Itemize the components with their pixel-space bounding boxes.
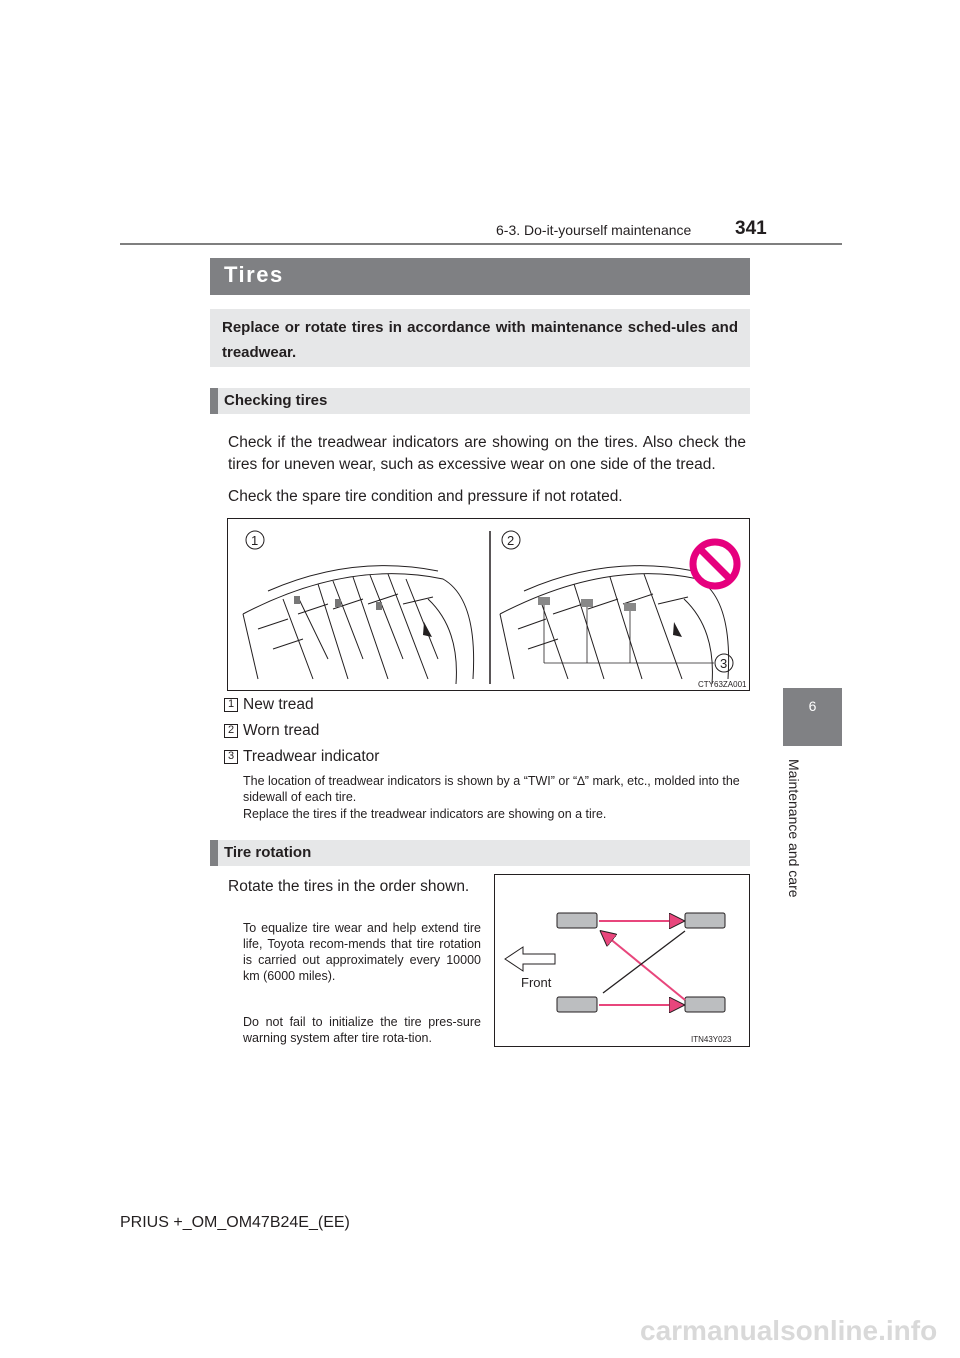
section-title: 6-3. Do-it-yourself maintenance [496, 222, 692, 238]
checking-heading: Checking tires [224, 392, 328, 409]
rotation-figure [494, 874, 750, 1047]
tread-illustration [228, 519, 749, 690]
item-new-tread: New tread [243, 696, 314, 713]
rear-left-tire [557, 997, 597, 1012]
front-right-tire [685, 913, 725, 928]
title-bar [210, 258, 750, 295]
checking-paragraph-1: Check if the treadwear indicators are showing on the tires. Also check the tires for uneven wear, such as excessive wear on one side of the tread. [228, 434, 746, 473]
checking-paragraph-2: Check the spare tire condition and pressure if not rotated. [228, 488, 623, 505]
front-label: Front [521, 975, 552, 990]
page-number: 341 [735, 218, 767, 239]
item-worn-tread: Worn tread [243, 722, 320, 739]
rotation-note-1: To equalize tire wear and help extend tire life, Toyota recom-mends that tire rotation is carried out approximately every 10000 km (6000 miles). [243, 921, 481, 983]
header-divider [120, 243, 842, 245]
callout-2: 2 [507, 533, 515, 548]
figure-code: CTY63ZA001 [698, 680, 747, 689]
rotation-figure-code: ITN43Y023 [691, 1035, 732, 1044]
prohibition-icon [693, 542, 737, 586]
rear-right-tire [685, 997, 725, 1012]
chapter-label [786, 759, 802, 919]
item-number-3-text: 3 [228, 750, 235, 762]
chapter-number: 6 [808, 698, 817, 714]
watermark: carmanualsonline.info [640, 1315, 938, 1346]
treadwear-note-1: The location of treadwear indicators is shown by a “TWI” or “∆” mark, etc., molded into the sidewall of each tire. [243, 774, 740, 804]
item-number-2-text: 2 [228, 724, 235, 736]
treadwear-note-2: Replace the tires if the treadwear indicators are showing on a tire. [243, 807, 607, 821]
item-treadwear-indicator: Treadwear indicator [243, 748, 380, 765]
page-title: Tires [224, 262, 284, 287]
rotation-note-2: Do not fail to initialize the tire pres-sure warning system after tire rota-tion. [243, 1015, 481, 1045]
rotation-paragraph: Rotate the tires in the order shown. [228, 878, 470, 895]
rotation-diagram [495, 875, 749, 1046]
front-left-tire [557, 913, 597, 928]
footer-manual-code: PRIUS +_OM_OM47B24E_(EE) [120, 1214, 350, 1231]
rotation-heading: Tire rotation [224, 844, 312, 861]
item-number-1-text: 1 [228, 698, 235, 710]
callout-1: 1 [251, 533, 259, 548]
intro-text: Replace or rotate tires in accordance with maintenance sched-ules and treadwear. [222, 319, 738, 361]
front-arrow-icon [505, 947, 555, 971]
callout-3: 3 [720, 656, 728, 671]
chapter-label-text: Maintenance and care [786, 759, 802, 898]
tread-figure [227, 518, 750, 691]
